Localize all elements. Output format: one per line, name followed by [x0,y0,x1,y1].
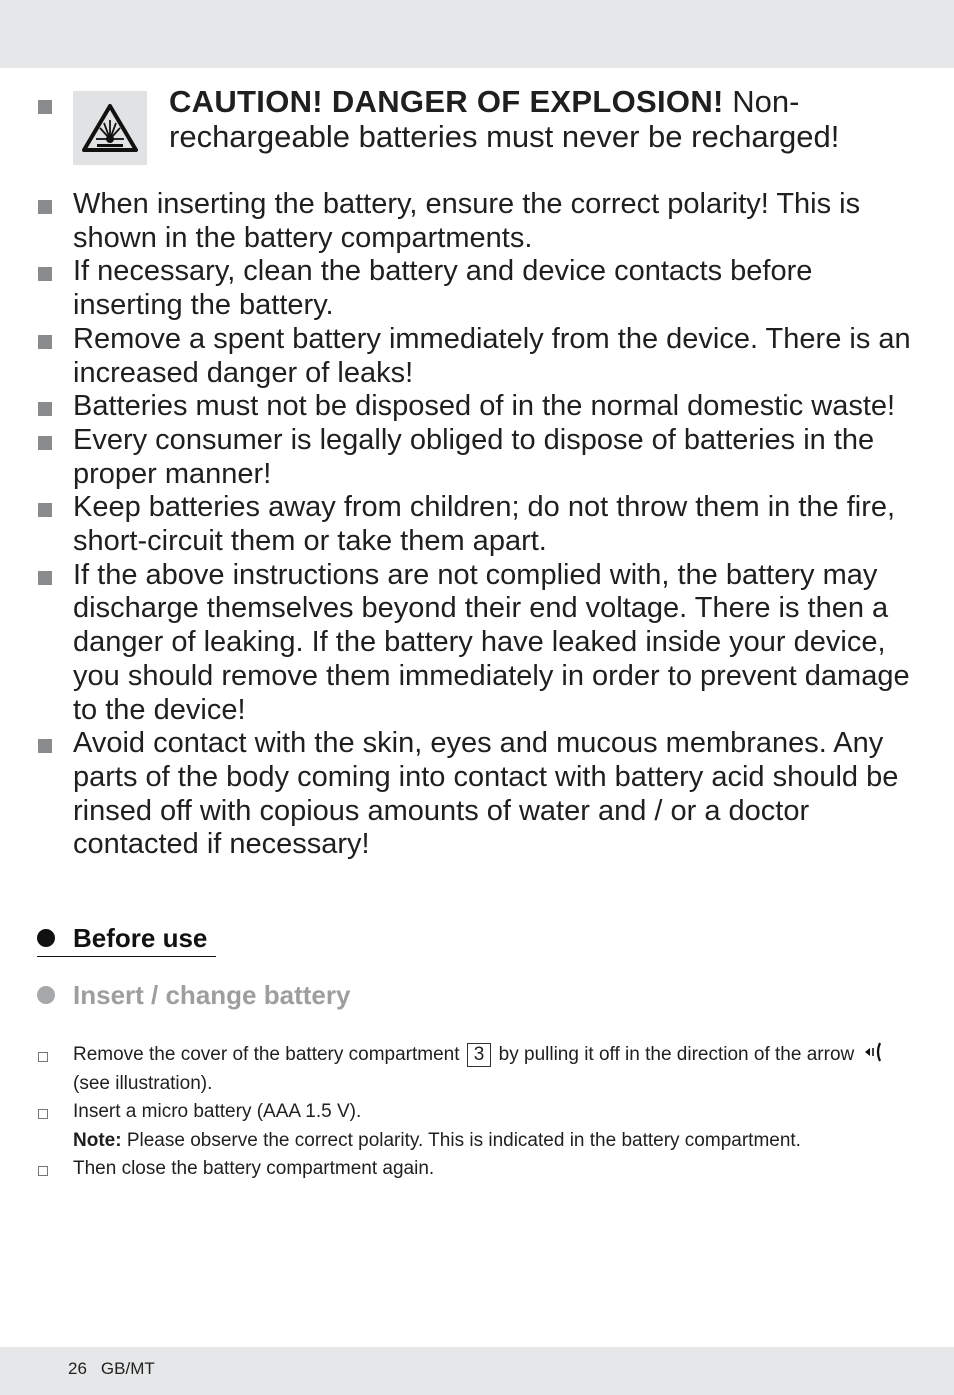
top-band [0,0,954,68]
section-underline [37,956,216,957]
list-item: If the above instructions are not complied with, the battery may discharge themselves beyond their end voltage. There is then a danger of leaking. If the battery have leaked inside your device, you should remove them immediately in order to prevent damage to the device! [0,559,954,728]
page-number: 26 [68,1359,87,1378]
section-dot [37,986,55,1004]
bullet-square [38,267,52,281]
list-item: If necessary, clean the battery and device contacts before inserting the battery. [0,255,954,322]
list-item: Keep batteries away from children; do not throw them in the fire, short-circuit them or take them apart. [0,491,954,558]
bullet-square [38,100,52,114]
bullet-square [38,402,52,416]
bullet-square [38,571,52,585]
list-item: Every consumer is legally obliged to dispose of batteries in the proper manner! [0,424,954,491]
bullet-square [38,739,52,753]
step-checkbox [38,1166,48,1176]
language-code: GB/MT [100,1359,155,1378]
bullet-square [38,335,52,349]
page-footer [68,1359,155,1379]
step-checkbox [38,1052,48,1062]
bullet-square [38,436,52,450]
caution-heading: CAUTION! DANGER OF EXPLOSION! [169,84,724,119]
part-reference: 3 [467,1043,492,1067]
explosion-warning-icon [73,91,147,165]
list-item: Remove a spent battery immediately from the device. There is an increased danger of leaks! [0,323,954,390]
caution-body: Non-rechargeable batteries must never be recharged! [169,84,840,154]
list-item: When inserting the battery, ensure the correct polarity! This is shown in the battery compartments. [0,188,954,255]
section-dot [37,929,55,947]
step-item: Remove the cover of the battery compartment 3 by pulling it off in the direction of the arrow (see illustration). [0,1041,954,1098]
note-text: Please observe the correct polarity. This is indicated in the battery compartment. [126,1129,801,1151]
bullet-square [38,200,52,214]
section-title: Before use [73,923,208,953]
battery-safety-list [0,188,954,862]
bullet-square [38,503,52,517]
caution-block [0,84,954,174]
section-title: Insert / change battery [73,980,351,1010]
caution-text [169,84,899,154]
step-item: Then close the battery compartment again. [0,1155,954,1184]
step-item: Insert a micro battery (AAA 1.5 V). Note: Please observe the correct polarity. This is indicated in the battery compartment. [0,1098,954,1155]
step-checkbox [38,1109,48,1119]
battery-steps-list [0,1041,954,1184]
list-item: Batteries must not be disposed of in the normal domestic waste! [0,390,954,424]
slide-arrow-icon [864,1041,882,1063]
list-item: Avoid contact with the skin, eyes and mucous membranes. Any parts of the body coming into contact with battery acid should be rinsed off with copious amounts of water and / or a doctor contacted if necessary! [0,727,954,862]
note-label: Note: [73,1129,122,1151]
